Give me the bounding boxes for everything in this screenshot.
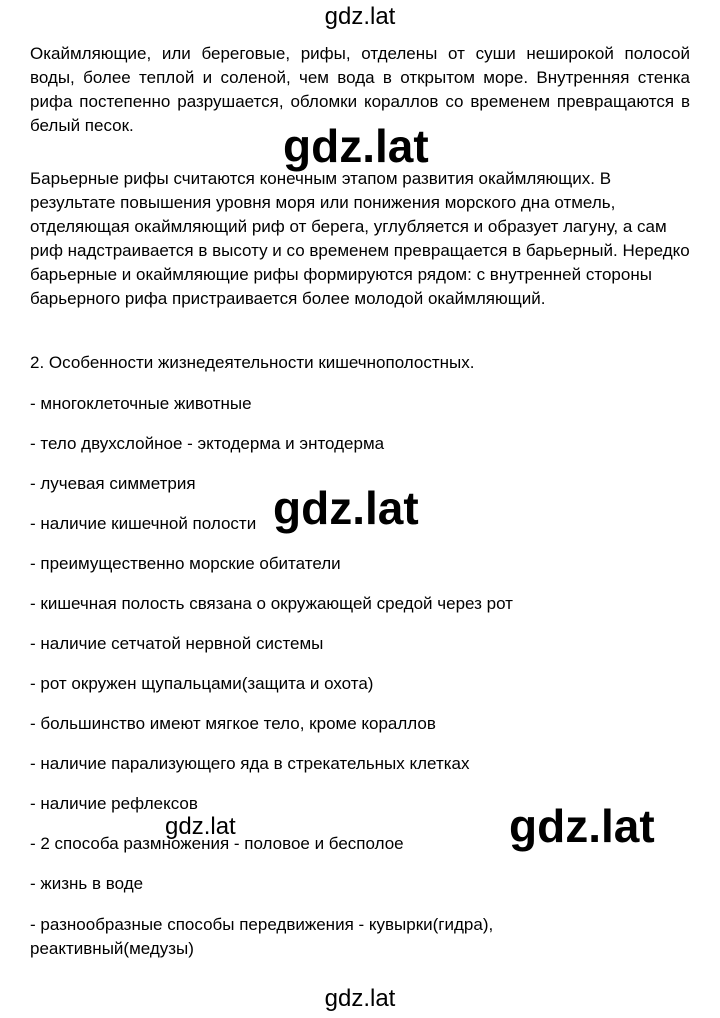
list-item: - рот окружен щупальцами(защита и охота) [30,674,374,693]
section-heading: 2. Особенности жизнедеятельности кишечнополостных. [30,353,475,372]
list-item: - большинство имеют мягкое тело, кроме кораллов [30,714,436,733]
list-item: - преимущественно морские обитатели [30,554,341,573]
paragraph-barrier-reefs: Барьерные рифы считаются конечным этапом развития окаймляющих. В результате повышения уровня моря или понижения морского дна отмель, отделяющая окаймляющий риф от берега, углубляется и образует лагуну, а сам риф надстраивается в высоту и со временем превращается в барьерный. Нередко барьерные и окаймляющие рифы формируются рядом: с внутренней стороны барьерного рифа пристраивается более молодой окаймляющий. [30,169,690,308]
watermark-top: gdz.lat [324,3,396,30]
watermark-small: gdz.lat [165,813,236,840]
watermark-bottom: gdz.lat [324,985,396,1012]
watermark-large: gdz.lat [283,120,429,172]
watermark-large: gdz.lat [509,800,655,852]
list-item: - наличие парализующего яда в стрекательных клетках [30,754,470,773]
list-item: - многоклеточные животные [30,394,252,413]
watermark-large: gdz.lat [273,482,419,534]
list-item: - наличие кишечной полости [30,514,257,533]
list-item: - жизнь в воде [30,874,144,893]
list-item: - лучевая симметрия [30,474,196,493]
list-item: - разнообразные способы передвижения - кувырки(гидра), реактивный(медузы) [30,915,494,958]
list-item: - наличие сетчатой нервной системы [30,634,324,653]
paragraph-fringing-reefs: Окаймляющие, или береговые, рифы, отделены от суши неширокой полосой воды, более теплой и соленой, чем вода в открытом море. Внутренняя стенка рифа постепенно разрушается, обломки кораллов со временем превращаются в белый песок. [30,44,690,135]
list-item: - 2 способа размножения - половое и бесполое [30,834,404,853]
list-item: - тело двухслойное - эктодерма и энтодерма [30,434,385,453]
list-item: - наличие рефлексов [30,794,198,813]
list-item: - кишечная полость связана о окружающей средой через рот [30,594,513,613]
